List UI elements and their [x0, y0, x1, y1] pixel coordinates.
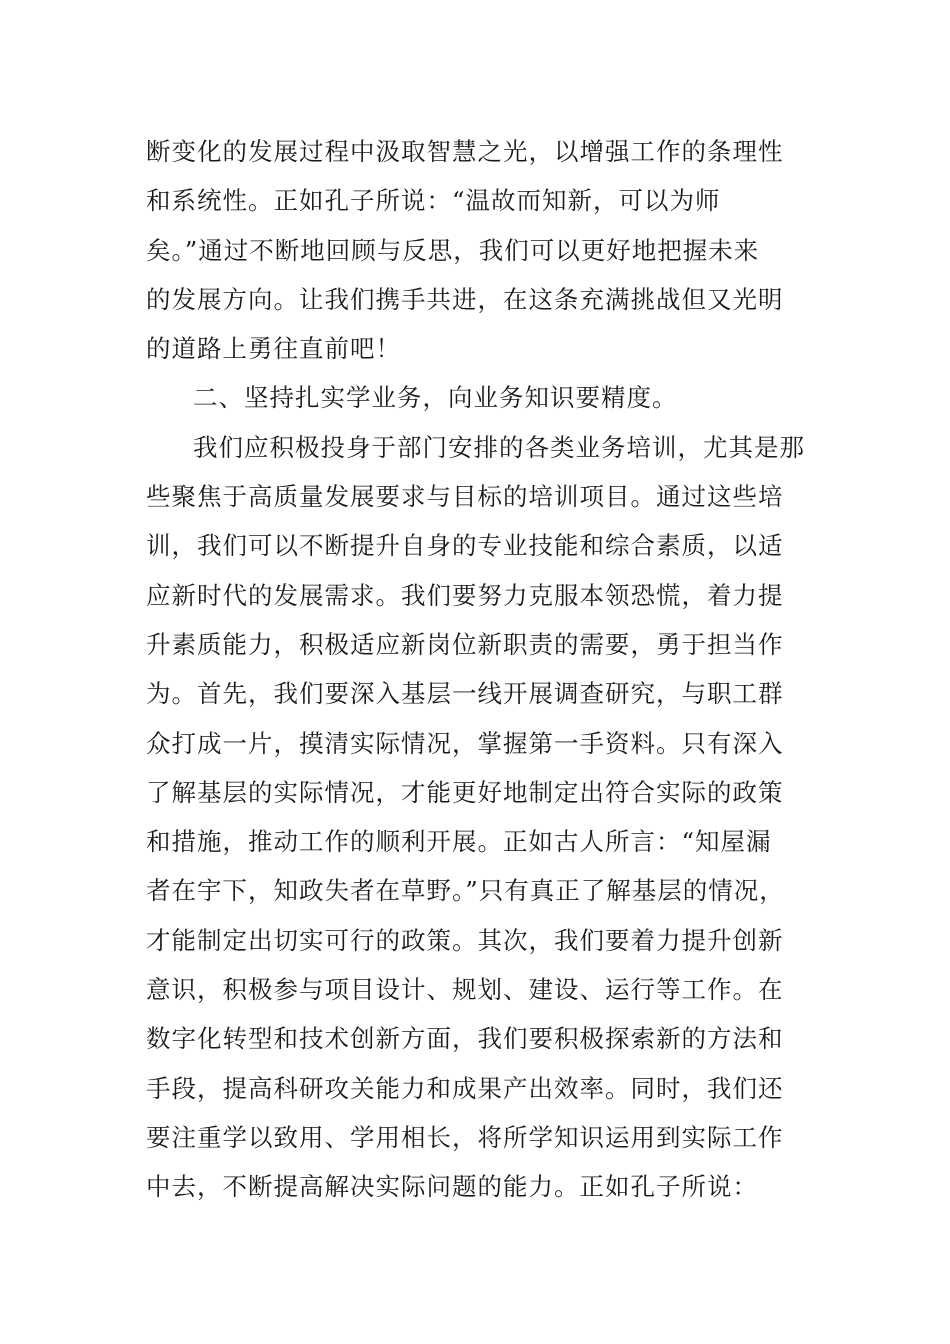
text-line: 意识，积极参与项目设计、规划、建设、运行等工作。在: [146, 975, 784, 1005]
text-line: 为。首先，我们要深入基层一线开展调查研究，与职工群: [146, 679, 784, 709]
text-line: 我们应积极投身于部门安排的各类业务培训，尤其是那: [193, 432, 805, 462]
text-line: 者在宇下，知政失者在草野。”只有真正了解基层的情况，: [146, 876, 785, 906]
text-line: 众打成一片，摸清实际情况，掌握第一手资料。只有深入: [146, 728, 784, 758]
text-line: 升素质能力，积极适应新岗位新职责的需要，勇于担当作: [146, 629, 784, 659]
text-line: 中去，不断提高解决实际问题的能力。正如孔子所说：: [146, 1172, 758, 1202]
text-line: 手段，提高科研攻关能力和成果产出效率。同时，我们还: [146, 1073, 784, 1103]
text-line: 断变化的发展过程中汲取智慧之光，以增强工作的条理性: [146, 137, 784, 166]
section-heading: 二、坚持扎实学业务，向业务知识要精度。: [193, 383, 678, 413]
text-line: 的道路上勇往直前吧！: [146, 334, 401, 364]
text-line: 数字化转型和技术创新方面，我们要积极探索新的方法和: [146, 1024, 784, 1054]
text-line: 的发展方向。让我们携手共进，在这条充满挑战但又光明: [146, 284, 784, 314]
document-body: [146, 127, 806, 1212]
text-line: 和系统性。正如孔子所说：“温故而知新，可以为师: [146, 186, 721, 216]
text-line: 和措施，推动工作的顺利开展。正如古人所言：“知屋漏: [146, 827, 772, 857]
text-line: 了解基层的实际情况，才能更好地制定出符合实际的政策: [146, 777, 784, 807]
text-line: 些聚焦于高质量发展要求与目标的培训项目。通过这些培: [146, 482, 784, 512]
text-line: 应新时代的发展需求。我们要努力克服本领恐慌，着力提: [146, 580, 784, 610]
text-line: 才能制定出切实可行的政策。其次，我们要着力提升创新: [146, 925, 784, 955]
text-line: 训，我们可以不断提升自身的专业技能和综合素质，以适: [146, 531, 784, 561]
text-line: 要注重学以致用、学用相长，将所学知识运用到实际工作: [146, 1122, 784, 1152]
text-line: 矣。”通过不断地回顾与反思，我们可以更好地把握未来: [146, 235, 760, 265]
